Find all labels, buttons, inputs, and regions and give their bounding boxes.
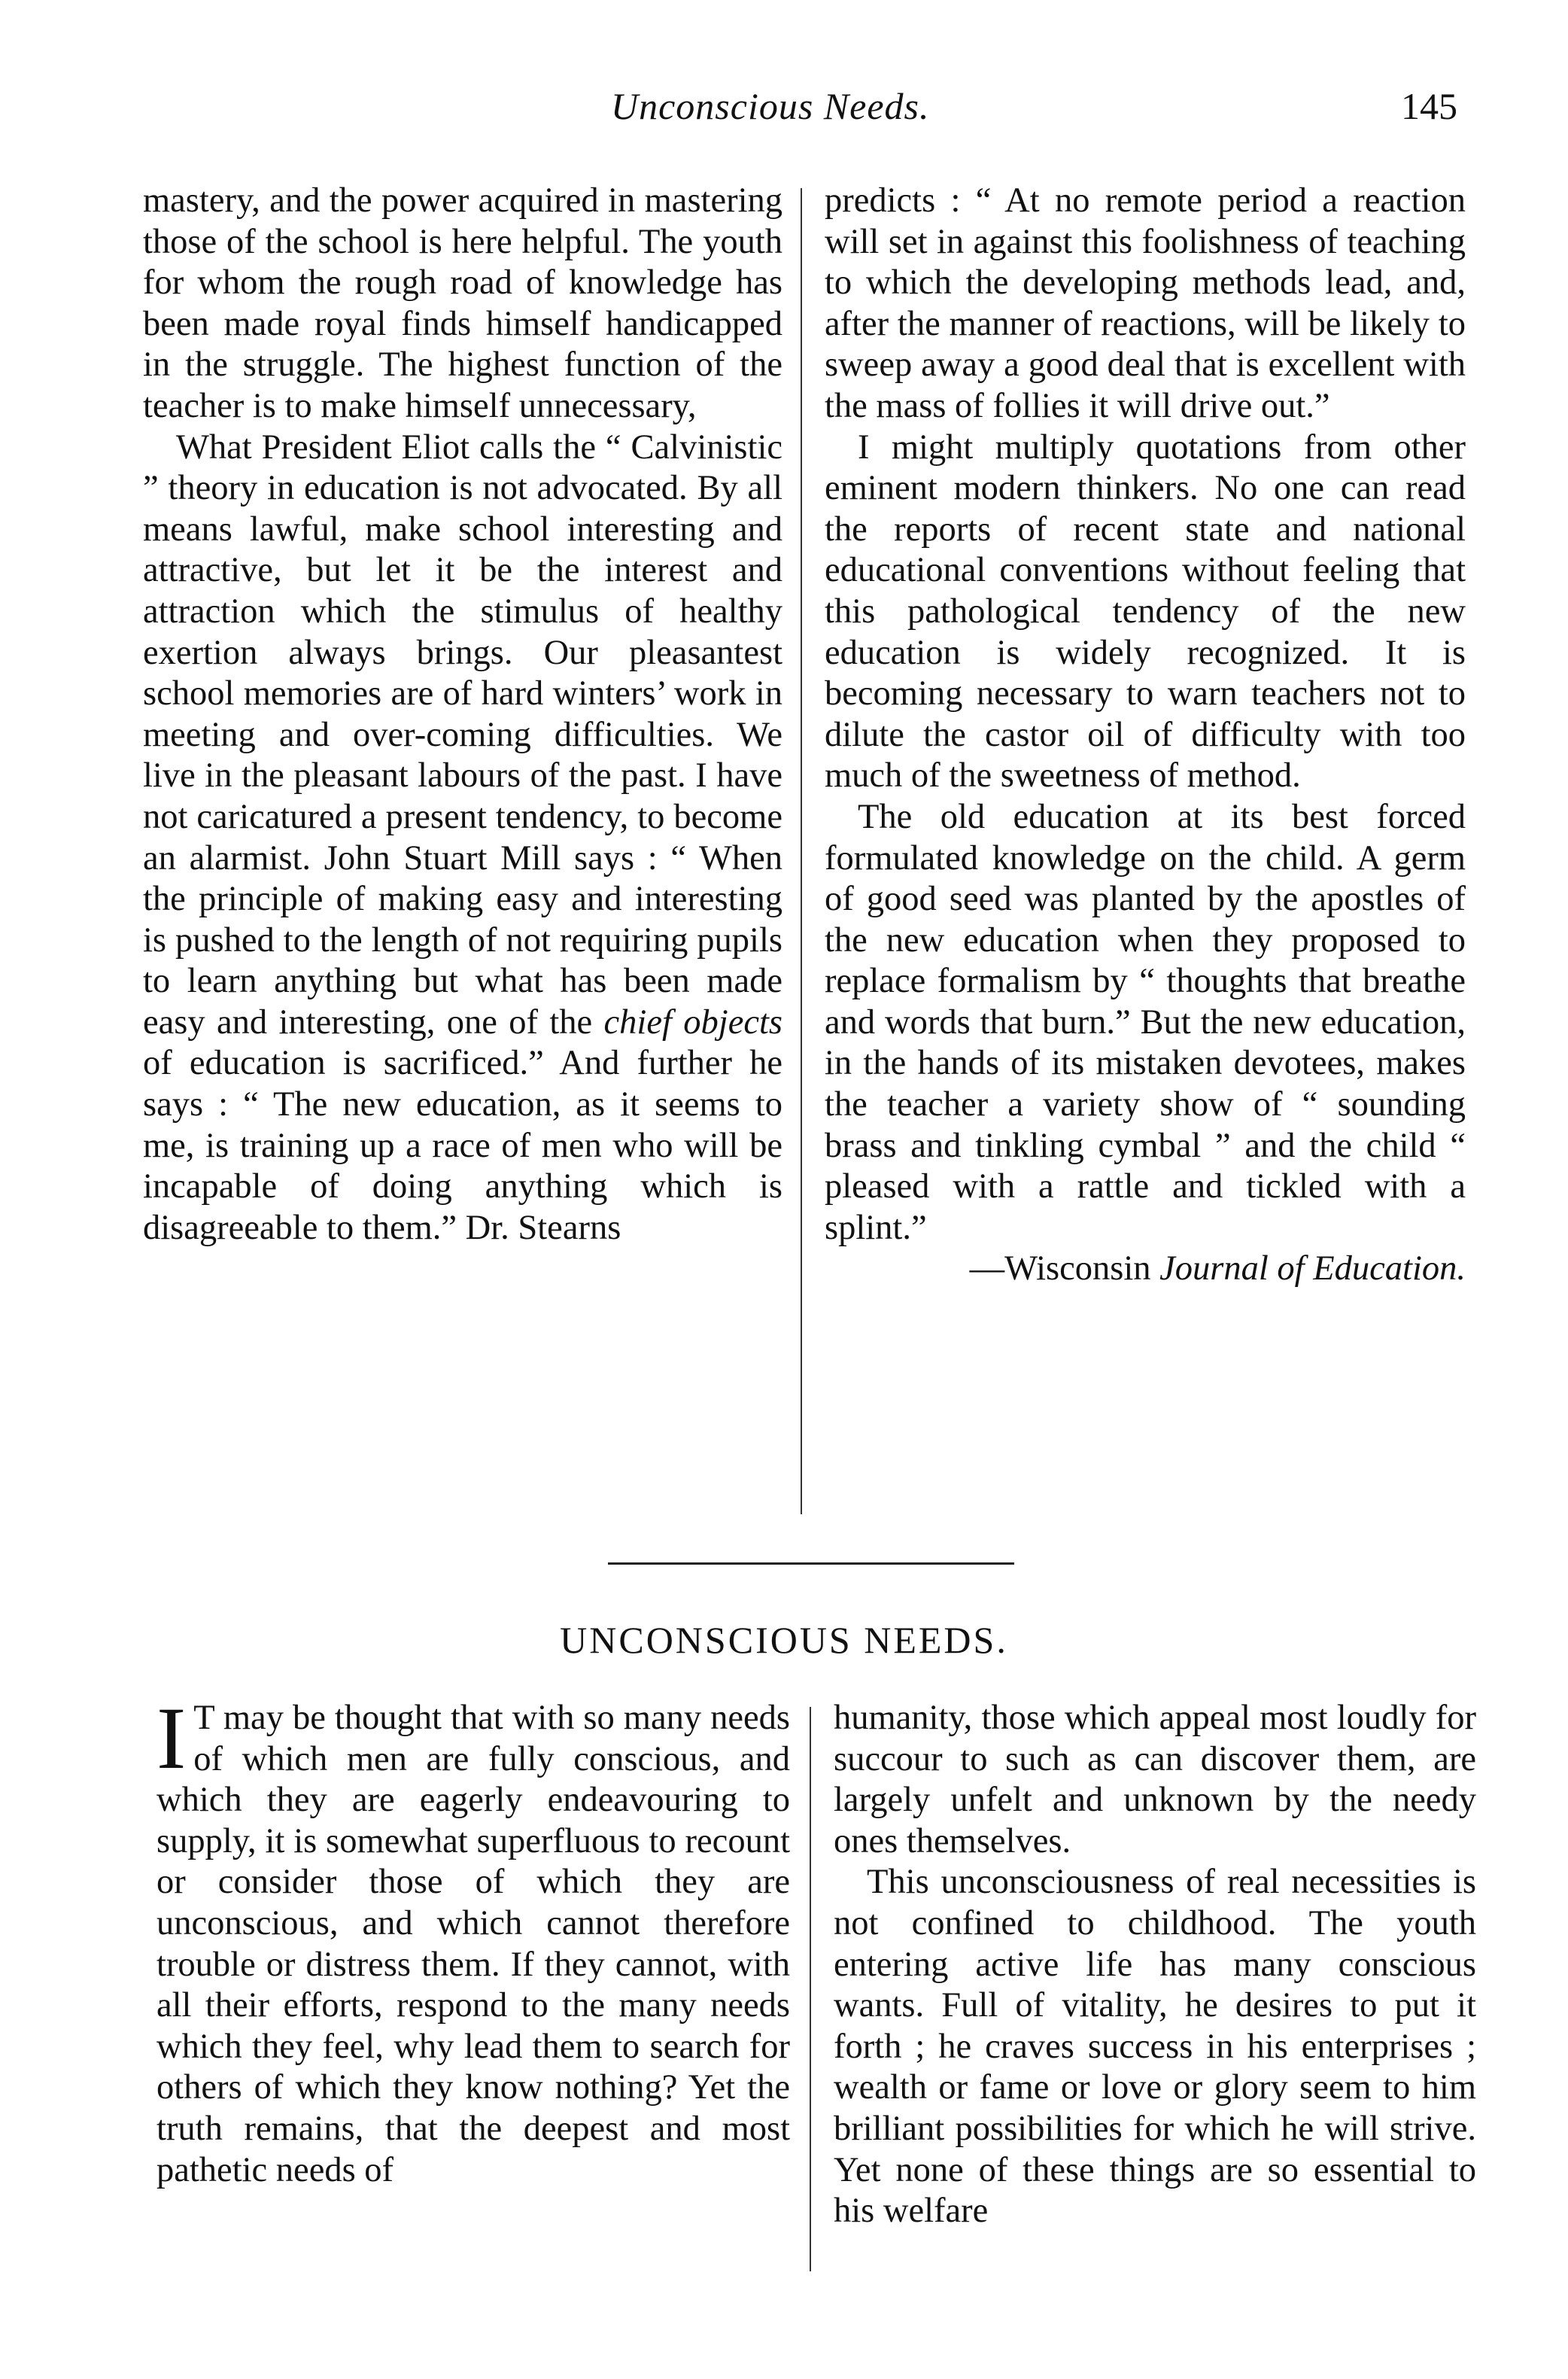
text-run: What President Eliot calls the “ Calvinistic ” theory in education is not advocated. By all means lawful, make school interesting and attractive, but let it be the interest and attraction which the stimulus of healthy exertion always brings. Our pleasantest school memories are of hard winters’ work in meeting and over-coming difficulties. We live in the pleasant labours of the past. I have not caricatured a present tendency, to become an alarmist. John Stuart Mill says : “ When the principle of making easy and interesting is pushed to the length of not requiring pupils to learn anything but what has been made easy and interesting, one of the	[143, 427, 782, 1042]
page-number: 145	[1401, 85, 1457, 127]
top-left-column	[143, 181, 782, 1249]
paragraph: This unconsciousness of real necessities is not confined to childhood. The youth entering active life has many conscious wants. Full of vitality, he desires to put it forth ; he craves success in his enterprises ; wealth or fame or love or glory seem to him brilliant possibilities for which he will strive. Yet none of these things are so essential to his welfare	[834, 1863, 1476, 2231]
column-divider	[810, 1707, 811, 2271]
drop-cap: I	[156, 1689, 187, 1787]
section-separator	[608, 1562, 1014, 1565]
paragraph: The old education at its best forced formulated knowledge on the child. A germ of good seed was planted by the apostles of the new education when they proposed to replace formalism by “ thoughts that breathe and words that burn.” But the new education, in the hands of its mistaken devotees, makes the teacher a variety show of “ sounding brass and tinkling cymbal ” and the child “ pleased with a rattle and tickled with a splint.”	[825, 797, 1466, 1247]
paragraph: mastery, and the power acquired in mastering those of the school is here helpful. The youth for whom the rough road of knowledge has been made royal finds himself handicapped in the struggle. The highest function of the teacher is to make himself unnecessary,	[143, 181, 782, 425]
bottom-left-column	[156, 1689, 790, 2191]
paragraph	[156, 1689, 790, 2191]
section-heading: UNCONSCIOUS NEEDS.	[560, 1619, 1008, 1661]
column-divider	[801, 188, 802, 1514]
attribution-prefix: —Wisconsin	[969, 1249, 1160, 1288]
journal-title: Journal of Education.	[1159, 1249, 1466, 1288]
bottom-right-column	[834, 1698, 1476, 2232]
running-title: Unconscious Needs.	[611, 85, 930, 127]
paragraph: I might multiply quotations from other eminent modern thinkers. No one can read the reports of recent state and national educational conventions without feeling that this pathological tendency of the new education is widely recognized. It is becoming necessary to warn teachers not to dilute the castor oil of difficulty with too much of the sweetness of method.	[825, 427, 1466, 796]
attribution	[825, 1249, 1466, 1290]
paragraph	[143, 427, 782, 1249]
running-head	[0, 84, 1568, 137]
text-run: of education is sacrificed.” And further he says : “ The new education, as it seems to me, is training up a race of men who will be incapable of doing anything which is disagreeable to them.” Dr. Stearns	[143, 1044, 782, 1247]
emphasis: chief objects	[603, 1002, 782, 1042]
text-run: T may be thought that with so many needs of which men are fully conscious, and which they are eagerly endeavouring to supply, it is somewhat superfluous to recount or consider those of which they are unconscious, and which cannot therefore trouble or distress them. If they cannot, with all their efforts, respond to the many needs which they feel, why lead them to search for others of which they know nothing? Yet the truth remains, that the deepest and most pathetic needs of	[156, 1699, 790, 2189]
top-right-column	[825, 181, 1466, 1290]
paragraph: humanity, those which appeal most loudly for succour to such as can discover them, are largely unfelt and unknown by the needy ones themselves.	[834, 1699, 1476, 1860]
paragraph: predicts : “ At no remote period a reaction will set in against this foolishness of teaching to which the developing methods lead, and, after the manner of reactions, will be likely to sweep away a good deal that is excellent with the mass of follies it will drive out.”	[825, 181, 1466, 425]
